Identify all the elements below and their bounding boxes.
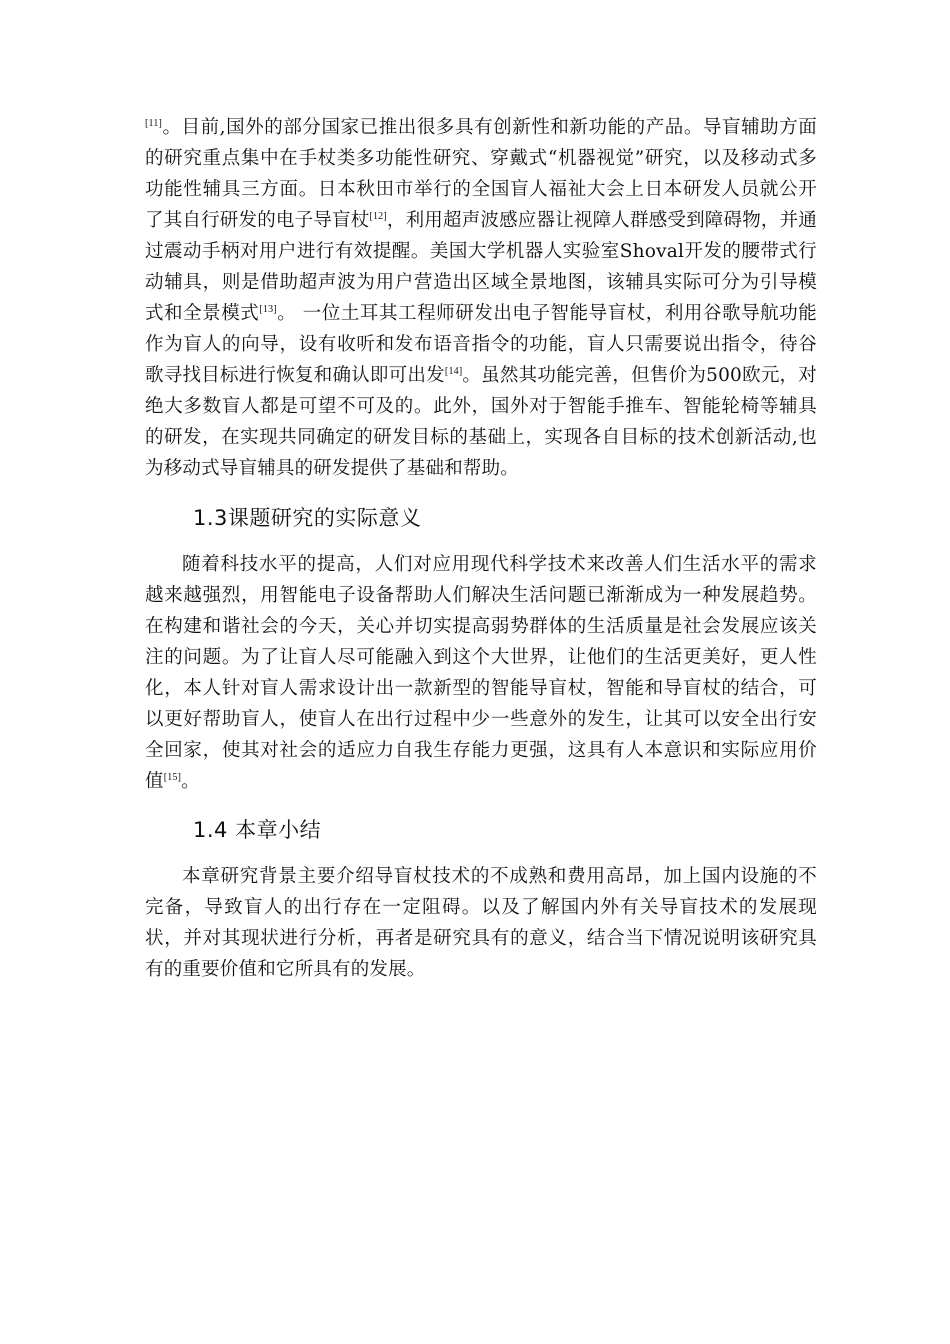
paragraph-text-d: 。虽然其功能完善，但售价为500欧元，对绝大多数盲人都是可望不可及的。此外，国外对于智能手推车、智能轮椅等辅具的研发，在实现共同确定的研发目标的基础上，实现各自目标的技术创新活动,也为移动式导盲辅具的研发提供了基础和帮助。 xyxy=(145,365,818,479)
section-heading-1-4: 1.4 本章小结 xyxy=(193,818,322,842)
citation-14: [14] xyxy=(444,366,463,377)
paragraph-text-c: 。 一位土耳其工程师研发出电子智能导盲杖，利用谷歌导航功能作为盲人的向导，设有收听和发布语音指令的功能，盲人只需要说出指令，待谷歌寻找目标进行恢复和确认即可出发 xyxy=(145,303,818,386)
significance-text: 随着科技水平的提高，人们对应用现代科学技术来改善人们生活水平的需求越来越强烈，用智能电子设备帮助人们解决生活问题已渐渐成为一种发展趋势。在构建和谐社会的今天，关心并切实提高弱势群体的生活质量是社会发展应该关注的问题。为了让盲人尽可能融入到这个大世界，让他们的生活更美好，更人性化，本人针对盲人需求设计出一款新型的智能导盲杖，智能和导盲杖的结合，可以更好帮助盲人，使盲人在出行过程中少一些意外的发生，让其可以安全出行安全回家，使其对社会的适应力自我生存能力更强，这具有人本意识和实际应用价值 xyxy=(145,554,817,792)
paragraph-chapter-summary: 本章研究背景主要介绍导盲杖技术的不成熟和费用高昂，加上国内设施的不完备，导致盲人的出行存在一定阻碍。以及了解国内外有关导盲技术的发展现状，并对其现状进行分析，再者是研究具有的意义，结合当下情况说明该研究具有的重要价值和它所具有的发展。 xyxy=(145,866,817,980)
citation-13: [13] xyxy=(259,304,277,315)
document-page xyxy=(145,112,817,985)
paragraph-text-a: 。目前,国外的部分国家已推出很多具有创新性和新功能的产品。导盲辅助方面的研究重点集中在手杖类多功能性研究、穿戴式“机器视觉”研究，以及移动式多功能性辅具三方面。日本秋田市举行的全国盲人福祉大会上日本研发人员就公开了其自行研发的电子导盲杖 xyxy=(145,117,817,231)
citation-15: [15] xyxy=(163,772,182,783)
paragraph-significance xyxy=(145,549,817,797)
section-heading-1-3: 1.3课题研究的实际意义 xyxy=(193,506,422,530)
paragraph-foreign-research xyxy=(145,112,817,484)
paragraph-text-b: ，利用超声波感应器让视障人群感受到障碍物，并通过震动手柄对用户进行有效提醒。美国大学机器人实验室Shoval开发的腰带式行动辅具，则是借助超声波为用户营造出区域全景地图，该辅具实际可分为引导模式和全景模式 xyxy=(145,210,818,324)
citation-11: [11] xyxy=(145,118,163,129)
citation-12: [12] xyxy=(369,211,387,222)
significance-end: 。 xyxy=(181,771,200,792)
